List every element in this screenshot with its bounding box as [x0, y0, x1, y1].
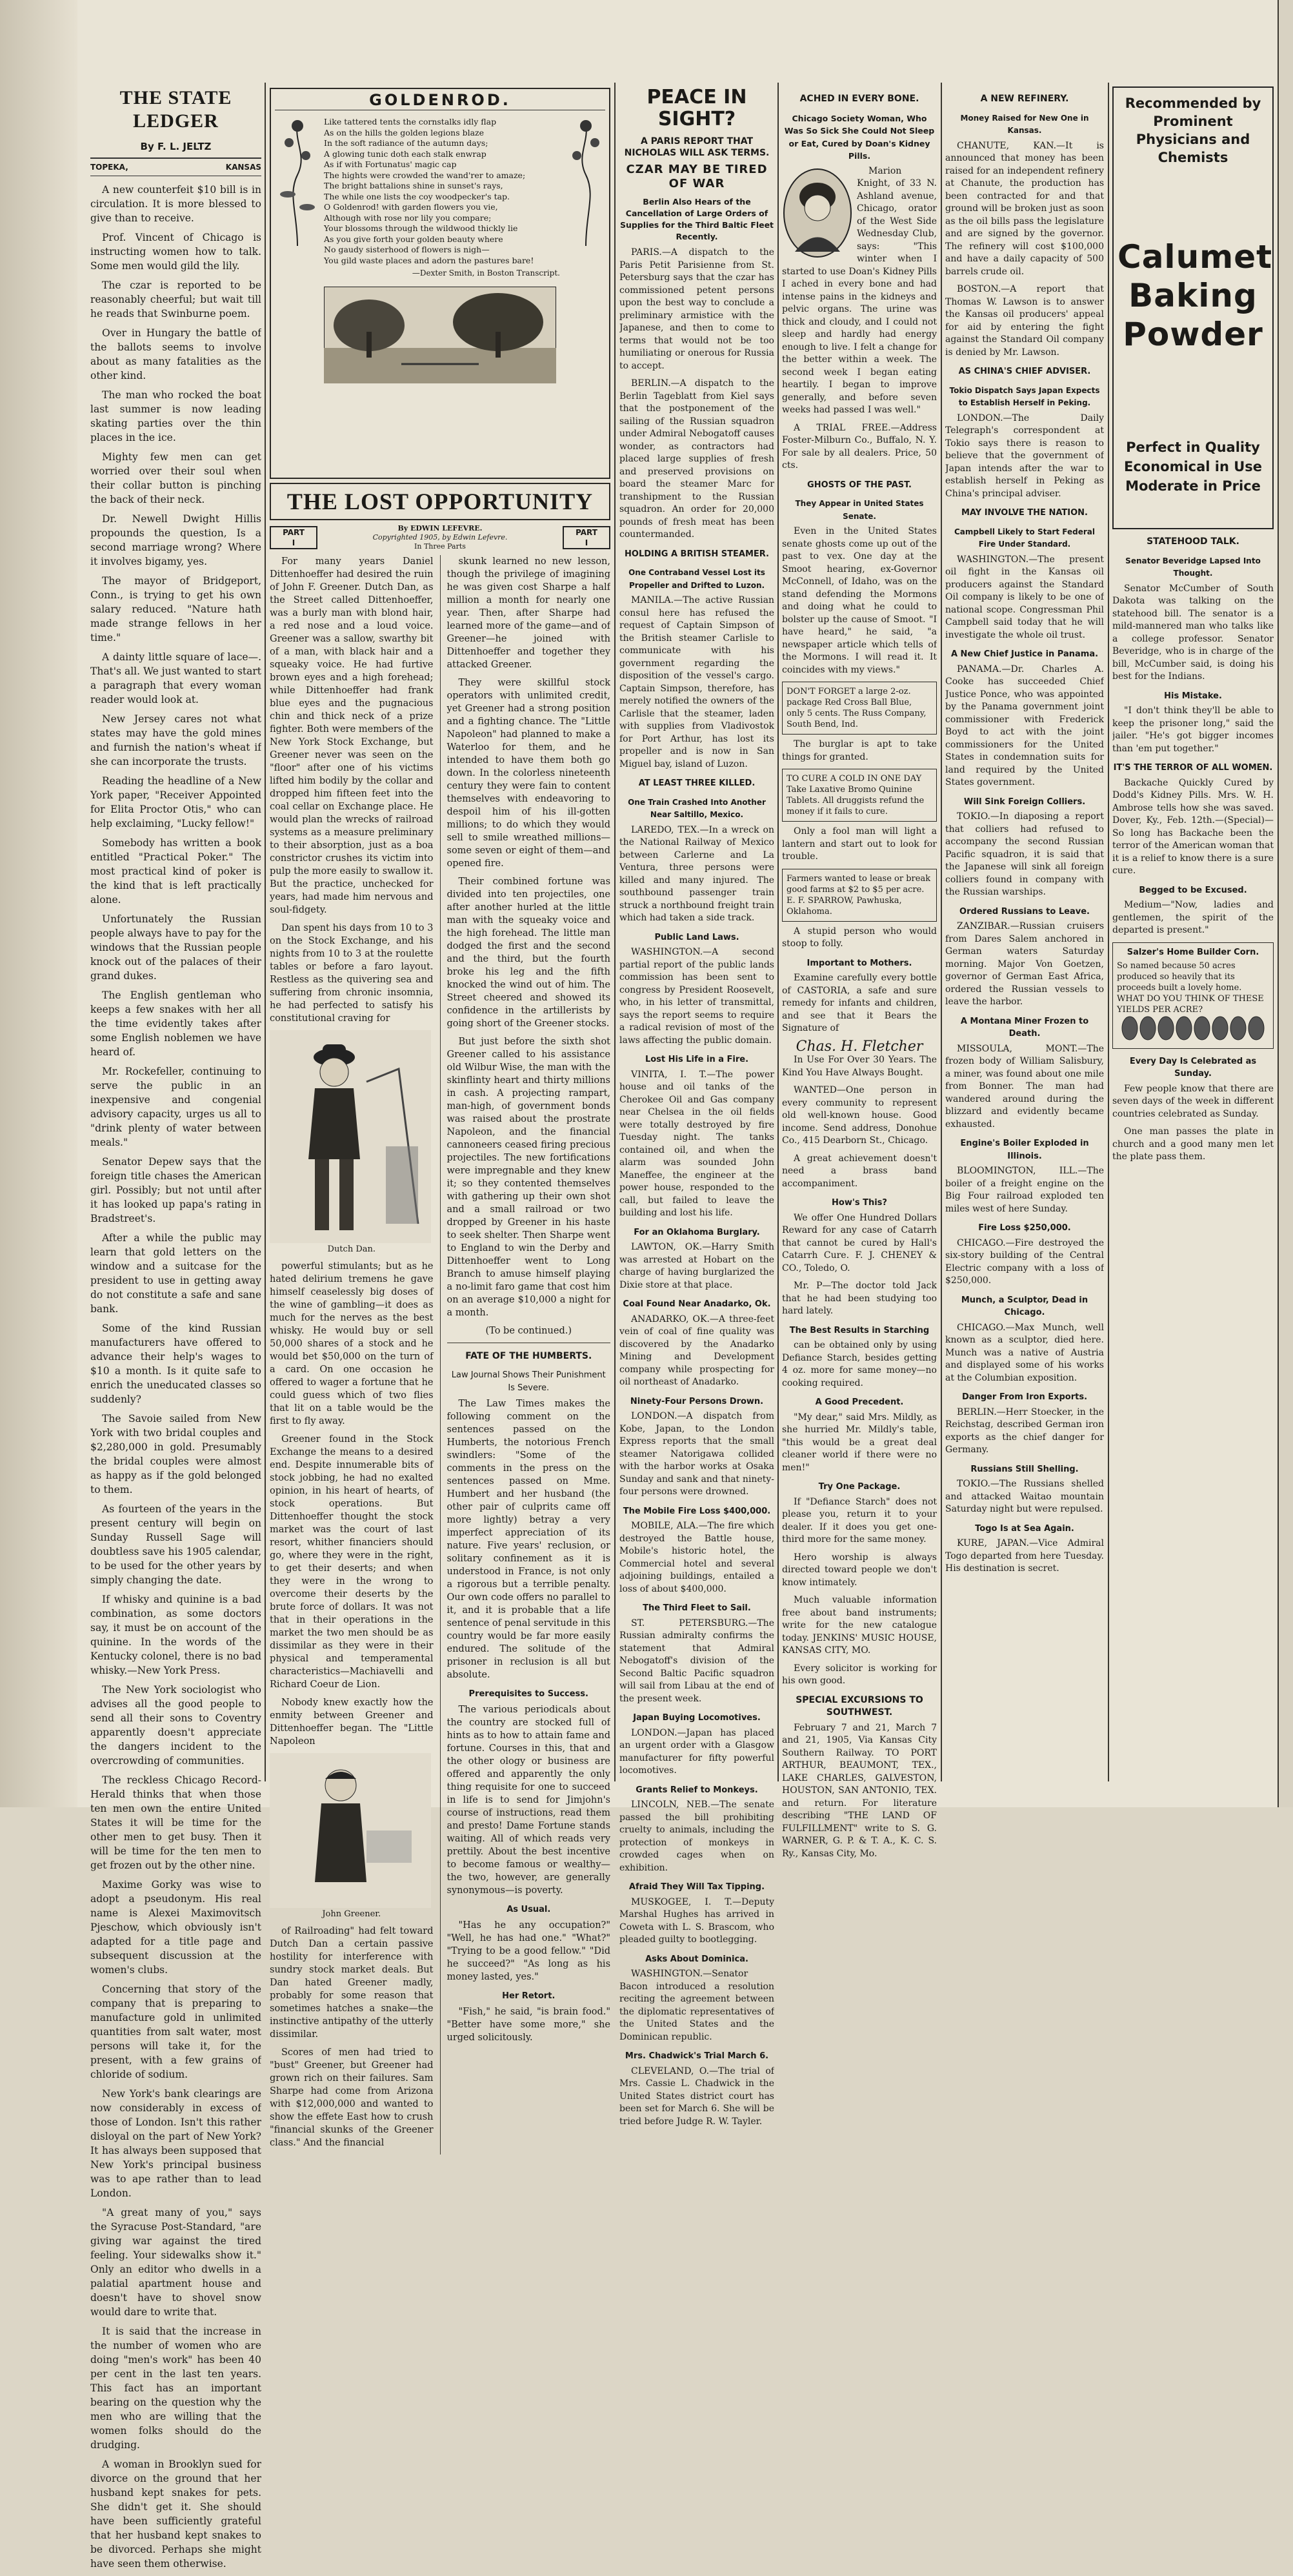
story-paragraph: Dan spent his days from 10 to 3 on the Stock Exchange, and his nights from 10 to 3 at the roulette tables or before a faro layout. Restless as the quivering sea and suffering from chronic insomnia, he had perfected to satisfy his constitutional craving for [270, 923, 434, 1024]
story-paragraph: Nobody knew exactly how the enmity between Greener and Dittenhoeffer began. The "Little Napoleon [270, 1698, 434, 1747]
starch-headline: The Best Results in Starching [789, 1325, 930, 1335]
editorial-paragraph: New York's bank clearings are now considerably in excess of those of London. Isn't this rather disloyal on the part of New York? It has always been supposed that New York's principal business was to ape rather than to lead London. [90, 2088, 261, 2199]
togo-headline: Togo Is at Sea Again. [975, 1523, 1074, 1534]
chadwick-headline: Mrs. Chadwick's Trial March 6. [625, 2051, 769, 2061]
poem-line: The bright battalions shine in sunset's rays, [324, 181, 503, 190]
parts-count: In Three Parts [414, 542, 466, 551]
chief-headline: AS CHINA'S CHIEF ADVISER. [958, 367, 1091, 376]
refinery-headline: A NEW REFINERY. [980, 94, 1069, 104]
calumet-word3: Powder [1123, 316, 1263, 353]
editorial-paragraphs [90, 183, 261, 2571]
masthead-place: TOPEKA, [90, 163, 128, 172]
monkeys-headline: Grants Relief to Monkeys. [636, 1785, 758, 1795]
togo-text: KURE, JAPAN.—Vice Admiral Togo departed from here Tuesday. His destination is secret. [945, 1538, 1104, 1574]
iron-headline: Danger From Iron Exports. [961, 1392, 1088, 1402]
portrait-illustration [782, 168, 853, 258]
mobile-headline: The Mobile Fire Loss $400,000. [623, 1506, 771, 1516]
editorial-paragraph: Concerning that story of the company that is preparing to manufacture gold in unlimited quantities from salt water, most persons will take it, for the present, with a few grains of chloride of sodium. [90, 1983, 261, 2080]
plate-text: One man passes the plate in church and a good many men let the plate pass them. [1112, 1126, 1274, 1162]
poem-line: O Goldenrod! with garden flowers you vie, [324, 202, 498, 212]
iron-text: BERLIN.—Herr Stoecker, in the Reichstag, described German iron exports as the chief danger for Germany. [945, 1406, 1104, 1455]
doctor-text: Mr. P—The doctor told Jack that he had been studying too hard lately. [782, 1281, 937, 1316]
editorial-paragraph: After a while the public may learn that gold letters on the window and a suitcase for the president to use in getting away do not constitute a safe and sane bank. [90, 1232, 261, 1315]
poem-line: Although with rose nor lily you compare; [324, 212, 492, 223]
story-paragraph: of Railroading" had felt toward Dutch Dan a certain passive hostility for interference with sundry stock market deals. But Dan hated Greener madly, probably for some reason that sometimes hatches a snake—the instinctive antipathy of the utterly dissimilar. [270, 1926, 434, 2040]
japan-headline: Japan Buying Locomotives. [633, 1713, 761, 1723]
peace-sub2: CZAR MAY BE TIRED OF WAR [626, 163, 768, 190]
author: By EDWIN LEFEVRE. [397, 524, 483, 532]
page-binding-edge [0, 0, 77, 1807]
part-badge-left [270, 526, 317, 549]
editorial-paragraph: Unfortunately the Russian people always have to pay for the windows that the Russian people knock out of the palaces of their grand dukes. [90, 913, 261, 982]
dominica-headline: Asks About Dominica. [645, 1954, 748, 1964]
story-paragraph: Scores of men had tried to "bust" Greener, but Greener had grown rich on their failures. Sam Sharpe had come from Arizona with $12,000,000 and wanted to show the effete East how to crush "financial skunks of the Greener class." And the financial [270, 2047, 434, 2148]
howsthis-headline: How's This? [832, 1198, 887, 1208]
fire-headline: Lost His Life in a Fire. [645, 1055, 749, 1064]
part-label: PART [576, 528, 597, 537]
women-text: Backache Quickly Cured by Dodd's Kidney Pills. Mrs. W. H. Ambrose tells how she was saved. Dover, Ky., Feb. 12th.—(Special)—So long has Backache been the terror of the American woman that it is a relief to know there is a sure cure. [1112, 777, 1274, 876]
calumet-word2: Baking [1128, 277, 1258, 314]
poem-credit: —Dexter Smith, in Boston Transcript. [412, 269, 560, 278]
poem-line: The while one lists the coy woodpecker's tap. [324, 191, 510, 201]
goldenrod-panel [270, 88, 610, 479]
poem-line: As you give forth your golden beauty where [324, 234, 503, 244]
farmers-ad: Farmers wanted to lease or break good farms at $2 to $5 per acre. E. F. SPARROW, Pawhuska, Oklahoma. [782, 869, 937, 922]
retort-text: "Fish," he said, "is brain food." "Better have some more," she urged solicitously. [446, 2007, 610, 2043]
chief-subhead: Tokio Dispatch Says Japan Expects to Establish Herself in Peking. [949, 385, 1100, 407]
editorial-paragraph: The man who rocked the boat last summer is now leading skating parties over the thin places in the ice. [90, 389, 261, 443]
excursion-text: February 7 and 21, March 7 and 21, 1905, Via Kansas City Southern Railway. TO PORT ARTHUR, BEAUMONT, TEX., LAKE CHARLES, GALVESTON, HOUSTON, SAN ANTONIO, TEX. and return. For literature describing "THE LAND OF FULFILLMENT" write to S. G. WARNER, G. P. & T. A., K. C. S. Ry., Kansas City, Mo. [782, 1722, 937, 1859]
story-paragraph: They were skillful stock operators with unlimited credit, yet Greener had a strong position and a fighting chance. The "Little Napoleon" had planned to make a Waterloo for them, and he intended to have them both go down. In the colorless nineteenth century they were fain to content themselves with endeavoring to despoil him of his ill-gotten millions; to do which they would sell to smile wreathed millions—some seven or eight of them—and opened fire. [446, 678, 610, 869]
editorial-paragraph: "A great many of you," says the Syracuse Post-Standard, "are giving war against the tired feeling. Your sidewalks show it." Only an editor who dwells in a palatial apartment house and doesn't have to shovel snow would dare to write that. [90, 2207, 261, 2318]
john-greener-caption: John Greener. [322, 1909, 381, 1919]
poem-line: Like tattered tents the cornstalks idly flap [324, 117, 497, 127]
adjacent-page-edge [1278, 0, 1293, 1807]
monkeys-text: LINCOLN, NEB.—The senate passed the bill prohibiting cruelty to animals, including the protection of monkeys in crowded cages when on exhibition. [619, 1800, 774, 1873]
boiler-text: BLOOMINGTON, ILL.—The boiler of a freight engine on the Big Four railroad exploded ten miles west of here Sunday. [945, 1166, 1104, 1214]
chadwick-text: CLEVELAND, O.—The trial of Mrs. Cassie L. Chadwick in the United States district court has been set for March 6. She will be tried before Judge R. W. Tayler. [619, 2065, 774, 2127]
dominica-text: WASHINGTON.—Senator Bacon introduced a resolution reciting the agreement between the diplomatic representatives of the United States and the Dominican republic. [619, 1969, 774, 2042]
poem-line: In the soft radiance of the autumn days; [324, 138, 488, 148]
fleet-headline: The Third Fleet to Sail. [643, 1603, 751, 1613]
usual-text: "Has he any occupation?" "Well, he has had one." "What?" "Trying to be a good fellow." "Did he succeed?" "As long as his money lasted, yes." [446, 1920, 610, 1982]
part-number: I [585, 538, 588, 547]
precedent-text: "My dear," said Mrs. Mildly, as she hurried Mr. Mildly's table, "this would be a great deal cleaner world if there were no men!" [782, 1412, 937, 1473]
wanted-ad: WANTED—One person in every community to represent old well-known house. Good income. Send address, Donohue Co., 415 Dearborn St., Chicago. [782, 1085, 937, 1146]
coal-text: ANADARKO, OK.—A three-feet vein of coal of fine quality was discovered by the Anadarko Mining and Development company while prospecting for oil northeast of Anadarko. [619, 1313, 774, 1387]
mothers-footer: In Use For Over 30 Years. The Kind You Have Always Bought. [782, 1055, 937, 1078]
poem-line: No gaudy sisterhood of flowers is nigh— [324, 245, 490, 254]
ghosts-text: Even in the United States senate ghosts come up out of the past to vex. One day at the Smoot hearing, ex-Governor McConnell, of Idaho, was on the stand defending the Mormons and doing what he could to bolster up the cause of Smoot. "I have heard," he said, "a newspaper article which tells of the Mormons. I will read it. It coincides with my views." [782, 526, 937, 675]
peace-sub3: Berlin Also Hears of the Cancellation of Large Orders of Supplies for the Third Baltic Fleet Recently. [619, 197, 774, 241]
copyright: Copyrighted 1905, by Edwin Lefevre. [372, 533, 508, 542]
peace-paragraph: BERLIN.—A dispatch to the Berlin Tageblatt from Kiel says that the postponement of the sailing of the Russian squadron under Admiral Nebogatoff causes wonder, as contractors had placed large supplies of fresh and preserved provisions on board the steamer Marc for transhipment to the Russian squadron. An order for 20,000 pounds of fresh meat has been countermanded. [619, 378, 774, 540]
burglar-text: The burglar is apt to take things for granted. [782, 739, 937, 762]
killed-text: LAREDO, TEX.—In a wreck on the National Railway of Mexico between Carlerne and La Ventura, three persons were killed and many injured. The southbound passenger train struck a northbound freight train which had taken a side track. [619, 824, 774, 923]
column-news-b [945, 86, 1104, 1581]
fleet-text: ST. PETERSBURG.—The Russian admiralty confirms the statement that Admiral Nebogatoff's division of the Second Baltic Pacific squadron will sail from Libau at the end of the present week. [619, 1618, 774, 1704]
steamer-headline: HOLDING A BRITISH STEAMER. [625, 549, 769, 559]
boiler-headline: Engine's Boiler Exploded in Illinois. [960, 1139, 1089, 1161]
poem-line: You gild waste places and adorn the pastures bare! [324, 255, 534, 265]
tipping-text: MUSKOGEE, I. T.—Deputy Marshal Hughes has arrived in Coweta with L. S. Brascom, who pleaded guilty to bootlegging. [619, 1896, 774, 1945]
doans-subhead: Chicago Society Woman, Who Was So Sick She Could Not Sleep or Eat, Cured by Doan's Kidney Pills. [784, 113, 935, 161]
achievement-text: A great achievement doesn't need a brass band accompaniment. [782, 1153, 937, 1189]
package-text: If "Defiance Starch" does not please you, return it to your dealer. If it does you get one-third more for the same money. [782, 1496, 937, 1545]
editorial-paragraph: As fourteen of the years in the present century will begin on Sunday Russell Sage will doubtless save his 1905 calendar, to be used for the other years by simply changing the date. [90, 1503, 261, 1586]
story-header [270, 483, 610, 520]
burglary-text: LAWTON, OK.—Harry Smith was arrested at Hobart on the charge of having burglarized the Dixie store at that place. [619, 1242, 774, 1290]
nation-text: WASHINGTON.—The present oil fight in the Kansas oil producers against the Standard Oil company is likely to be one of national scope. Congressman Phil Campbell said today that he will investigate the whole oil trust. [945, 554, 1104, 640]
panama-headline: A New Chief Justice in Panama. [950, 649, 1099, 659]
red-cross-ad: DON'T FORGET a large 2-oz. package Red Cross Ball Blue, only 5 cents. The Russ Company, South Bend, Ind. [782, 682, 937, 735]
editorial-paragraph: Mighty few men can get worried over their soul when their collar button is pinching the back of their neck. [90, 451, 261, 505]
column-ads-a [782, 86, 937, 1865]
editorial-paragraph: Some of the kind Russian manufacturers have offered to advance their help's wages to $10 a month. Is it quite safe to enrich the uneducated classes so suddenly? [90, 1323, 261, 1405]
ghosts-headline: GHOSTS OF THE PAST. [807, 480, 912, 490]
story-paragraph: skunk learned no new lesson, though the privilege of imagining he was given cost Sharpe a half million a month for nearly one year. Then, after Sharpe had learned more of the game—and of Greener—he joined with Dittenhoeffer and together they attacked Greener. [446, 556, 610, 670]
shelling-text: TOKIO.—The Russians shelled and attacked Waitao mountain Saturday night but were repulsed. [945, 1479, 1104, 1514]
part-number: I [292, 538, 296, 547]
fletcher-signature: Chas. H. Fletcher [796, 1038, 923, 1055]
zanzibar-text: ZANZIBAR.—Russian cruisers from Dares Salem anchored in German waters Saturday morning. Major Von Goetzen, governor of German East Africa, ordered the Russian vessels to leave the harbor. [945, 921, 1104, 1007]
peace-sub1: A PARIS REPORT THAT NICHOLAS WILL ASK TERMS. [624, 136, 770, 158]
story-paragraph: For many years Daniel Dittenhoeffer had desired the ruin of John F. Greener. Dutch Dan, as the Street called Dittenhoeffer, was a burly man with blond hair, a red nose and a loud voice. Greener was a sallow, swarthy bit of a man, with black hair and a squeaky voice. He had furtive brown eyes and a high forehead; while Dittenhoeffer had frank blue eyes and the pugnacious chin and thick neck of a prize fighter. Both were members of the New York Stock Exchange, but Greener never was seen on the "floor" after one of his victims lifted him bodily by the collar and dropped him fifteen feet into the coal cellar on Exchange place. He would plan the wrecks of railroad systems as a measure preliminary to their absorption, just as a boa constrictor crushes its victim into pulp the more easily to swallow it. But the practice, unchecked for years, had made him nervous and soul-fidgety. [270, 556, 434, 915]
salzer-ad [1112, 942, 1274, 1049]
mistake-headline: His Mistake. [1164, 691, 1222, 701]
retort-headline: Her Retort. [502, 1991, 556, 2001]
mistake-text: "I don't think they'll be able to keep the prisoner long," said the jailer. "He's got bigger incomes than 'em put together." [1112, 705, 1274, 754]
steamer-subhead: One Contraband Vessel Lost its Propeller and Drifted to Luzon. [628, 568, 765, 590]
part-label: PART [283, 528, 305, 537]
excursion-headline: SPECIAL EXCURSIONS TO SOUTHWEST. [796, 1694, 923, 1718]
drown-text: LONDON.—A dispatch from Kobe, Japan, to the London Express reports that the small steamer Natorigawa collided with the harbor works at Osaka Sunday and sank and that ninety-four persons were drowned. [619, 1411, 774, 1497]
corn-illustration [1117, 1015, 1265, 1041]
fire-text: VINITA, I. T.—The power house and oil tanks of the Cherokee Oil and Gas company near Chelsea in the oil fields were totally destroyed by fire Tuesday night. The tanks contained oil, and when the alarm was sounded John Maneffee, the engineer at the power house, responded to the call, but failed to leave the building and lost his life. [619, 1069, 774, 1218]
salzer-headline: Salzer's Home Builder Corn. [1127, 947, 1259, 957]
calumet-slogan: Perfect in Quality Economical in Use Moderate in Price [1123, 440, 1263, 494]
killed-headline: AT LEAST THREE KILLED. [638, 778, 756, 788]
editorial-paragraph: The mayor of Bridgeport, Conn., is trying to get his own salary reduced. "Nature hath made strange fellows in her time." [90, 575, 261, 644]
doans-trial: A TRIAL FREE.—Address Foster-Milburn Co., Buffalo, N. Y. For sale by all dealers. Price, 50 cts. [782, 422, 937, 471]
prereq-headline: Prerequisites to Success. [468, 1689, 588, 1699]
fireloss-headline: Fire Loss $250,000. [978, 1223, 1071, 1233]
music-ad: Much valuable information free about band instruments; write for the new catalogue today. JENKINS' MUSIC HOUSE, KANSAS CITY, MO. [782, 1595, 937, 1656]
coal-headline: Coal Found Near Anadarko, Ok. [623, 1299, 771, 1309]
landscape-illustration [324, 287, 556, 383]
calumet-tagline: Recommended by Prominent Physicians and Chemists [1125, 96, 1261, 165]
calumet-word1: Calumet [1118, 238, 1273, 276]
column-1 [90, 83, 261, 2576]
editorial-paragraph: Senator Depew says that the foreign title chases the American girl. Possibly; but not until after it has looked up papa's rating in Bradstreet's. [90, 1156, 261, 1224]
precedent-headline: A Good Precedent. [815, 1397, 904, 1407]
howsthis-text: We offer One Hundred Dollars Reward for any case of Catarrh that cannot be cured by Hall's Catarrh Cure. F. J. CHENEY & CO., Toledo, O. [782, 1212, 937, 1273]
peace-headline: PEACE IN SIGHT? [646, 86, 747, 130]
statehood-subhead: Senator Beveridge Lapsed Into Thought. [1125, 556, 1261, 578]
lands-headline: Public Land Laws. [654, 932, 739, 942]
nation-headline: MAY INVOLVE THE NATION. [961, 508, 1088, 518]
excused-headline: Begged to be Excused. [1139, 885, 1247, 895]
doans-text: Marion Knight, of 33 N. Ashland avenue, Chicago, orator of the West Side Wednesday Club, says: "This winter when I started to use Doan's Kidney Pills I ached in every bone and had intense pains in the kidneys and pelvic organs. The urine was thick and cloudy, and I could not sleep and hardly had energy enough to live. I felt a change for the better within a week. The second week I began eating heartily. I began to improve generally, and before seven weeks had passed I was well." [782, 165, 937, 415]
mobile-text: MOBILE, ALA.—The fire which destroyed the Battle house, Mobile's historic hotel, the Commercial hotel and several adjoining buildings, entailed a loss of about $400,000. [619, 1521, 774, 1594]
nation-subhead: Campbell Likely to Start Federal Fire Under Standard. [954, 527, 1095, 549]
steamer-text: MANILA.—The active Russian consul here has refused the request of Captain Simpson of the British steamer Carlisle to communicate with his government regarding the disposition of the vessel's cargo. Captain Simpson, therefore, has merely notified the owners of the Carlisle that the steamer, laden with supplies from Vladivostok for Port Arthur, has lost its propeller and is now in San Miguel bay, island of Luzon. [619, 595, 774, 769]
poem-line: As on the hills the golden legions blaze [324, 127, 485, 137]
column-ads-b [1112, 86, 1274, 1169]
starch-text: can be obtained only by using Defiance Starch, besides getting 4 oz. more for same money—no cooking required. [782, 1340, 937, 1388]
editorial-paragraph: The New York sociologist who advises all the good people to send all their sons to Coventry apparently doesn't appreciate the dangers incident to the overcrowding of communities. [90, 1684, 261, 1767]
humberts-paragraph: The Law Times makes the following comment on the sentences passed on the Humberts, the notorious French swindlers: "Some of the comments in the press on the sentences passed on Mme. Humbert and her husband (the other pair of culprits came off more lightly) betray a very imperfect appreciation of its nature. Five years' reclusion, or solitary confinement as it is understood in France, is not only a rigorous but a terrible penalty. Our own code offers no parallel to it, and it is probable that a life sentence of penal servitude in this country would be far more easily endured. The solitude of the prisoner in reclusion is all but absolute. [446, 1399, 610, 1680]
column-news [619, 86, 774, 2133]
burglary-headline: For an Oklahoma Burglary. [634, 1227, 760, 1237]
calumet-ad [1112, 86, 1274, 529]
refinery-text: CHANUTE, KAN.—It is announced that money has been raised for an independent refinery at Chanute, the production has been contracted for and that ground will be broken just as soon as the oil bills pass the legislature and are signed by the governor. The refinery will cost $100,000 and have a daily capacity of 500 barrels crude oil. [945, 140, 1104, 277]
poem-line: Your blossoms through the wildwood thickly lie [324, 223, 518, 233]
colliers-headline: Will Sink Foreign Colliers. [963, 796, 1086, 807]
salzer-text: So named because 50 acres produced so heavily that its proceeds built a lovely home. WHAT DO YOU THINK OF THESE YIELDS PER ACRE? [1117, 960, 1264, 1015]
masthead-title: THE STATE LEDGER [119, 87, 232, 132]
humberts-headline: FATE OF THE HUMBERTS. [465, 1351, 592, 1361]
women-headline: IT'S THE TERROR OF ALL WOMEN. [1113, 763, 1273, 773]
story-title: THE LOST OPPORTUNITY [286, 489, 594, 514]
story-columns [270, 88, 610, 2155]
editorial-paragraph: If whisky and quinine is a bad combination, as some doctors say, it must be on account of the quinine. In the words of the Kentucky colonel, there is no bad whisky.—New York Press. [90, 1594, 261, 1676]
japan-text: LONDON.—Japan has placed an urgent order with a Glasgow manufacturer for fifty powerful locomotives. [619, 1727, 774, 1776]
poem-line: The hights were crowded the wand'rer to amaze; [324, 170, 526, 180]
excused-text: Medium—"Now, ladies and gentlemen, the spirit of the departed is present." [1112, 900, 1274, 935]
editorial-paragraph: Mr. Rockefeller, continuing to serve the public in an inexpensive and congenial advisory capacity, urges us all to "drink plenty of water between meals." [90, 1066, 261, 1148]
masthead-byline: By F. L. JELTZ [140, 141, 212, 152]
editorial-paragraph: The czar is reported to be reasonably cheerful; but wait till he reads that Swinburne poem. [90, 279, 261, 319]
editorial-paragraph: Dr. Newell Dwight Hillis propounds the question, Is a second marriage wrong? Where it involves bigamy, yes. [90, 513, 261, 567]
poem-line: A glowing tunic doth each stalk enwrap [324, 148, 486, 159]
tipping-headline: Afraid They Will Tax Tipping. [628, 1882, 765, 1892]
story-column-a [270, 555, 434, 2155]
editorial-paragraph: The reckless Chicago Record-Herald thinks that when those ten men own the entire United States it will be time for the other men to get busy. Then it will be time for the ten men to get frozen out by the other nine. [90, 1774, 261, 1871]
colliers-text: TOKIO.—In diaposing a report that colliers had refused to accompany the second Russian Pacific squadron, it is said that the Japanese will sink all foreign colliers found in company with the Russian warships. [945, 811, 1104, 897]
editorial-paragraph: Somebody has written a book entitled "Practical Poker." The most practical kind of poker is the kind that is left practically alone. [90, 837, 261, 906]
chief-text: LONDON.—The Daily Telegraph's correspondent at Tokio says there is reason to believe that the government of Japan intends after the war to establish herself in Peking as China's principal adviser. [945, 412, 1104, 499]
editorial-paragraph: A dainty little square of lace—. That's all. We just wanted to start a paragraph that every woman reader would look at. [90, 651, 261, 705]
refinery-subhead: Money Raised for New One in Kansas. [960, 113, 1089, 135]
goldenrod-poem [320, 117, 566, 266]
fireloss-text: CHICAGO.—Fire destroyed the six-story building of the Central Electric company with a loss of $250,000. [945, 1237, 1104, 1286]
cold-cure-ad: TO CURE A COLD IN ONE DAY Take Laxative Bromo Quinine Tablets. All druggists refund the money if it fails to cure. [782, 769, 937, 822]
masthead-state: KANSAS [225, 163, 261, 172]
fool-text: Only a fool man will light a lantern and start out to look for trouble. [782, 826, 937, 862]
dutch-dan-illustration [270, 1030, 431, 1243]
editorial-paragraph: New Jersey cares not what states may have the gold mines and furnish the nation's wheat if she can incorporate the trusts. [90, 713, 261, 767]
peace-paragraph: PARIS.—A dispatch to the Paris Petit Parisienne from St. Petersburg says that the czar has commissioned petent persons upon the best way to conclude a preliminary armistice with the Japanese, and then to come to terms that would not be too humiliating or onerous for Russia to accept. [619, 247, 774, 371]
drown-headline: Ninety-Four Persons Drown. [630, 1396, 764, 1406]
editorial-paragraph: It is said that the increase in the number of women who are doing "men's work" has been 40 per cent in the last ten years. This fact has an important bearing on the question why the men who are willing that the women folks should do the drudging. [90, 2326, 261, 2451]
editorial-paragraph: The English gentleman who keeps a few snakes with her all the time evidently takes after some English noblemen we have heard of. [90, 989, 261, 1058]
doans-headline: ACHED IN EVERY BONE. [799, 94, 919, 104]
editorial-paragraph: A new counterfeit $10 bill is in circulation. It is more blessed to give than to receive. [90, 184, 261, 224]
editorial-paragraph: Maxime Gorky was wise to adopt a pseudonym. His real name is Alexei Maximovitsch Pjeschow, which obviously isn't adapted for a title page and subsequent discussion at the women's clubs. [90, 1879, 261, 1976]
editorial-paragraph: Over in Hungary the battle of the ballots seems to involve about as many fatalities as the other kind. [90, 327, 261, 381]
stupid-text: A stupid person who would stoop to folly. [782, 926, 937, 949]
dutch-dan-caption: Dutch Dan. [327, 1244, 376, 1254]
john-greener-illustration [270, 1753, 431, 1908]
poem-line: As if with Fortunatus' magic cap [324, 159, 457, 169]
story-paragraph: Their combined fortune was divided into ten projectiles, one after another hurled at the little man with the squeaky voice and the high forehead. The little man dodged the first and the second and the third, but the fourth broke his leg and the fifth knocked the wind out of him. The Street cheered and showed its confidence in the artillerists by going short of the Greener stocks. [446, 877, 610, 1029]
package-headline: Try One Package. [818, 1482, 901, 1492]
lands-text: WASHINGTON.—A second partial report of the public lands commission has been sent to congress by President Roosevelt, who, in his letter of transmittal, says the report seems to require a radical revision of most of the laws affecting the public domain. [619, 947, 774, 1046]
story-paragraph: Greener found in the Stock Exchange the means to a desired end. Despite innumerable bits of stock jobbing, he had no exalted opinion, in his heart of hearts, of stock operations. But Dittenhoeffer thought the stock market was the court of last resort, whither financiers should go, where they were in the right, to get their deserts; and when they were in the wrong to overcome their deserts by the brute force of dollars. It was not that in their operations in the market the two men should be as dissimilar as they were in their physical and temperamental characteristics—Machiavelli and Richard Coeur de Lion. [270, 1434, 434, 1690]
miner-headline: A Montana Miner Frozen to Death. [960, 1016, 1089, 1039]
part-badge-right [563, 526, 610, 549]
munch-headline: Munch, a Sculptor, Dead in Chicago. [961, 1295, 1088, 1317]
miner-text: MISSOULA, MONT.—The frozen body of William Salisbury, a miner, was found about one mile from Bonner. The man had wandered around during the blizzard and evidently became exhausted. [945, 1043, 1104, 1130]
story-paragraph: But just before the sixth shot Greener called to his assistance old Wilbur Wise, the man with the skinflinty heart and thirty millions in cash. A projecting rampart, man-high, of government bonds was raised about the prostrate Napoleon, and the financial cannoneers ceased firing precious projectiles. The new fortifications were impregnable and they knew it; so they contented themselves with gathering up their own shot and a small railroad or two dropped by Greener in his haste to seek shelter. Then Sharpe went to England to win the Derby and Dittenhoeffer went to Long Branch to amuse himself playing a no-limit faro game that cost him on an average $10,000 a night for a month. [446, 1037, 610, 1318]
story-column-b [447, 555, 611, 2155]
goldenrod-flower-illustration-left [275, 117, 320, 246]
usual-headline: As Usual. [506, 1905, 551, 1914]
shelling-headline: Russians Still Shelling. [970, 1464, 1079, 1474]
goldenrod-flower-illustration-right [566, 117, 605, 246]
boston-text: BOSTON.—A report that Thomas W. Lawson is to answer the Kansas oil producers' appeal for aid by entering the fight against the Standard Oil company is denied by Mr. Lawson. [945, 284, 1104, 358]
story-paragraph: powerful stimulants; but as he hated delirium tremens he gave himself ceaselessly big doses of the wine of gambling—it does as much for the nerves as the best whisky. He would buy or sell 50,000 shares of a stock and he would bet $50,000 on the turn of a card. On one occasion he offered to wager a fortune that he could guess which of two flies that lit on a table would be the first to fly away. [270, 1261, 434, 1426]
sunday-text: Few people know that there are seven days of the week in different countries celebrated as Sunday. [1112, 1083, 1274, 1119]
editorial-paragraph: The Savoie sailed from New York with two bridal couples and $2,280,000 in gold. Presumably the bridal couples were almost as happy as if the gold belonged to them. [90, 1413, 261, 1496]
sunday-headline: Every Day Is Celebrated as Sunday. [1129, 1056, 1257, 1079]
hero-text: Hero worship is always directed toward people we don't know intimately. [782, 1552, 937, 1588]
continued-note: (To be continued.) [485, 1326, 572, 1336]
panama-text: PANAMA.—Dr. Charles A. Cooke has succeeded Chief Justice Ponce, who was appointed by the Panama government joint commissioner with Frederick Boyd to act with the joint commissioners for the United States in condemnation suits for land required by the United States government. [945, 664, 1104, 787]
statehood-headline: STATEHOOD TALK. [1147, 536, 1239, 547]
munch-text: CHICAGO.—Max Munch, well known as a sculptor, died here. Munch was a native of Austria and displayed some of his works at the Columbian exposition. [945, 1322, 1104, 1383]
zanzibar-headline: Ordered Russians to Leave. [959, 906, 1090, 917]
prereq-text: The various periodicals about the country are stocked full of hints as to how to attain fame and fortune. Courses in this, that and the other ology or business are offered and apparently the only thing requisite for one to succeed in life is to send for Jimjohn's course of instructions, read them and presto! Dame Fortune stands waiting. All of which reads very prettily. About the best incentive to become famous or wealthy—the two, however, are generally synonymous—is poverty. [446, 1705, 610, 1896]
humberts-subhead: Law Journal Shows Their Punishment Is Severe. [451, 1370, 606, 1393]
solicitor-text: Every solicitor is working for his own good. [782, 1663, 937, 1686]
editorial-paragraph: Prof. Vincent of Chicago is instructing women how to talk. Some men would gild the lily. [90, 232, 261, 272]
mothers-text: Examine carefully every bottle of CASTORIA, a safe and sure remedy for infants and children, and see that it Bears the Signature of [782, 973, 937, 1033]
masthead-dateline [90, 157, 261, 176]
ghosts-subhead: They Appear in United States Senate. [795, 499, 924, 521]
story-byline [317, 524, 563, 551]
mothers-headline: Important to Mothers. [807, 958, 912, 968]
killed-subhead: One Train Crashed Into Another Near Saltillo, Mexico. [628, 797, 766, 819]
editorial-paragraph: A woman in Brooklyn sued for divorce on the ground that her husband kept snakes for pets. She didn't get it. She should have been sufficiently grateful that her husband kept snakes to be divorced. Perhaps she might have seen them otherwise. [90, 2459, 261, 2570]
statehood-text: Senator McCumber of South Dakota was talking on the statehood bill. The senator is a mild-mannered man who talks like a college professor. Senator Beveridge, who is in charge of the bill, McCumber said, is doing his best for the Indians. [1112, 583, 1274, 682]
editorial-paragraph: Reading the headline of a New York paper, "Receiver Appointed for Elita Proctor Otis," who can help exclaiming, "Lucky fellow!" [90, 775, 261, 829]
goldenrod-title: GOLDENROD. [275, 93, 605, 110]
